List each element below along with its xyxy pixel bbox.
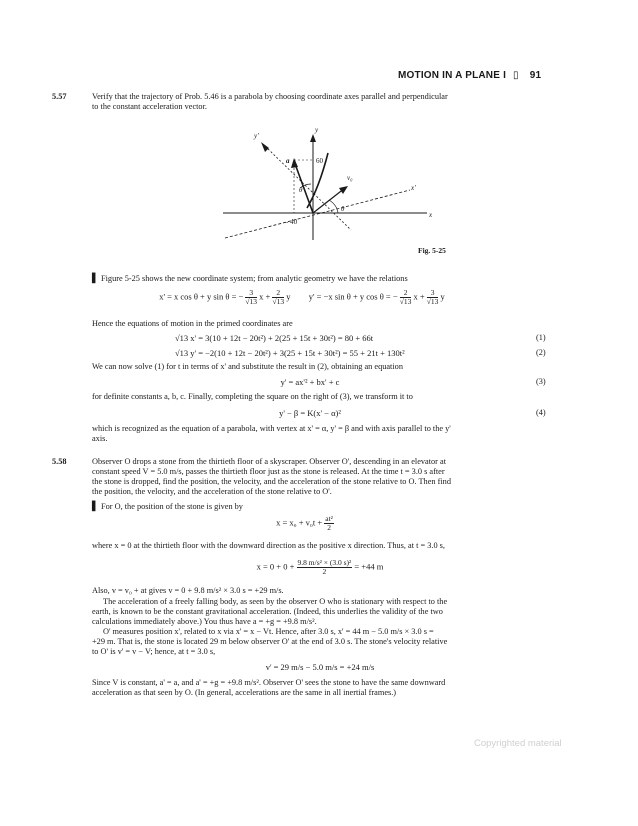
fig-x-label: x	[429, 211, 433, 219]
position-equation	[240, 515, 370, 532]
y-prime-axis	[265, 146, 351, 230]
problem-558-line-2: constant speed V = 5.0 m/s, passes the thirtieth floor just as the stone is released. At the time t = 3.0 s after	[92, 467, 445, 476]
solution-558-intro	[92, 502, 243, 512]
since-line-1: Since V is constant, a' = a, and a' = +g = +9.8 m/s². Observer O' sees the stone to have the same downward	[92, 678, 446, 687]
recognized-line-1: which is recognized as the equation of a parabola, with vertex at x' = α, y' = β and with axis parallel to the y'	[92, 424, 451, 433]
rel1-lhs: x' = x cos θ + y sin θ = −	[159, 291, 244, 302]
recognized-line-2: axis.	[92, 434, 108, 443]
acceleration-arrowhead	[291, 158, 298, 168]
rel2-lhs: y' = −x sin θ + y cos θ = −	[308, 291, 398, 302]
copyright-watermark: Copyrighted material	[474, 738, 562, 749]
fig-xprime-label: x'	[411, 184, 416, 192]
position-eq-frac-num: at²	[325, 514, 333, 523]
problem-557-line-2: to the constant acceleration vector.	[92, 102, 207, 111]
page-number: 91	[529, 70, 542, 81]
hence-line: Hence the equations of motion in the primed coordinates are	[92, 319, 293, 328]
since-line-2: acceleration as that seen by O. (In general, accelerations are the same in all inertial frames.)	[92, 688, 397, 697]
fig-60-label: 60	[316, 157, 323, 165]
rel2-frac1-den: √13	[399, 297, 412, 306]
definite-line: for definite constants a, b, c. Finally, completing the square on the right of (3), we transform it to	[92, 392, 413, 401]
para-line-4: O' measures position x', related to x via x' = x − Vt. Hence, after 3.0 s, x' = 44 m − 5.0 m/s × 3.0 s =	[103, 627, 434, 636]
figure-caption: Fig. 5-25	[418, 246, 446, 255]
position-eq-lhs: x = x₀ + v₀t +	[276, 517, 323, 528]
rel1-frac1	[245, 289, 257, 306]
para-line-3: calculations immediately above.) You thus have a = +g = +9.8 m/s².	[92, 617, 317, 626]
solution-marker-icon-2: ▌	[92, 502, 99, 512]
figure-5-25	[195, 118, 445, 268]
problem-558-line-3: the stone is dropped, find the position, the velocity, and the acceleration of the stone relative to O. Then find	[92, 477, 451, 486]
velocity-equation: v' = 29 m/s − 5.0 m/s = +24 m/s	[265, 662, 375, 672]
rel2-frac1	[400, 289, 412, 306]
para-line-2: earth, is known to be the constant gravitational acceleration. (Indeed, this underlies the validity of the two	[92, 607, 443, 616]
equation-2: √13 y' = −2(10 + 12t − 20t²) + 3(25 + 15t + 30t²) = 55 + 21t + 130t²	[175, 348, 405, 358]
solution-557-intro	[92, 274, 408, 284]
calc-eq-frac-num: 9.8 m/s² × (3.0 s)²	[297, 558, 352, 567]
equation-4-number: (4)	[536, 408, 546, 417]
rel2-frac2-den: √13	[426, 297, 439, 306]
problem-557-line-1: Verify that the trajectory of Prob. 5.46 is a parabola by choosing coordinate axes parallel and perpendicular	[92, 92, 448, 101]
also-line: Also, v = v₀ + at gives v = 0 + 9.8 m/s² × 3.0 s = +29 m/s.	[92, 586, 284, 595]
problem-number-558: 5.58	[52, 457, 67, 466]
equation-3-number: (3)	[536, 377, 546, 386]
acceleration-vector	[294, 161, 313, 213]
rel1-mid: x +	[259, 291, 271, 302]
equation-1-number: (1)	[536, 333, 546, 342]
problem-558-line-1: Observer O drops a stone from the thirtieth floor of a skyscraper. Observer O', descending in an elevator at	[92, 457, 446, 466]
para-line-6: to O' is v' = v − V; hence, at t = 3.0 s,	[92, 647, 216, 656]
position-eq-frac	[324, 515, 334, 532]
velocity-arrowhead	[339, 186, 348, 194]
rel1-end: y	[286, 291, 291, 302]
running-header	[398, 70, 541, 81]
solve-line: We can now solve (1) for t in terms of x' and substitute the result in (2), obtaining an equation	[92, 362, 403, 371]
relations-equation	[142, 289, 462, 306]
equation-2-number: (2)	[536, 348, 546, 357]
fig-a-label: a	[286, 157, 290, 165]
where-line: where x = 0 at the thirtieth floor with the downward direction as the positive x direction. Thus, at t = 3.0 s,	[92, 541, 445, 550]
calc-eq-lhs: x = 0 + 0 +	[256, 561, 295, 572]
rel1-frac2-den: √13	[272, 297, 285, 306]
fig-y-label: y	[315, 126, 319, 134]
problem-number-557: 5.57	[52, 92, 67, 101]
rel1-frac2-num: 2	[272, 289, 284, 298]
fig-theta-lower: θ	[341, 205, 345, 213]
solution-marker-icon: ▌	[92, 274, 99, 284]
rel1-frac1-num: 3	[245, 289, 257, 298]
equation-4: y' − β = K(x' − α)²	[279, 408, 341, 418]
fig-yprime-label: y'	[254, 132, 259, 140]
calc-equation	[225, 559, 415, 576]
header-glyph: ▯	[513, 70, 519, 81]
rel1-frac2	[272, 289, 284, 306]
calc-eq-frac	[297, 559, 353, 576]
fig-40-label: - 40	[286, 218, 298, 226]
header-title: MOTION IN A PLANE I	[398, 70, 507, 81]
rel2-frac2-num: 3	[427, 289, 439, 298]
equation-1: √13 x' = 3(10 + 12t − 20t²) + 2(25 + 15t + 30t²) = 80 + 66t	[175, 333, 374, 343]
calc-eq-frac-den: 2	[322, 567, 327, 576]
equation-3: y' = ax'² + bx' + c	[280, 377, 340, 387]
solution-558-intro-text: For O, the position of the stone is given by	[101, 502, 243, 511]
calc-eq-rhs: = +44 m	[354, 561, 384, 572]
problem-558-line-4: the position, the velocity, and the acceleration of the stone relative to O'.	[92, 487, 332, 496]
fig-theta-upper: θ	[299, 186, 303, 194]
fig-v0-label: v₀	[347, 174, 353, 182]
rel2-frac1-num: 2	[400, 289, 412, 298]
position-eq-frac-den: 2	[327, 523, 331, 532]
rel1-frac1-den: √13	[245, 297, 258, 306]
para-line-1: The acceleration of a freely falling body, as seen by the observer O who is stationary with respect to the	[103, 597, 448, 606]
solution-557-intro-text: Figure 5-25 shows the new coordinate system; from analytic geometry we have the relations	[101, 274, 408, 283]
para-line-5: +29 m. That is, the stone is located 29 m below observer O' at the end of 3.0 s. The stone's velocity relative	[92, 637, 448, 646]
rel2-end: y	[440, 291, 445, 302]
rel2-mid: x +	[413, 291, 425, 302]
rel2-frac2	[427, 289, 439, 306]
